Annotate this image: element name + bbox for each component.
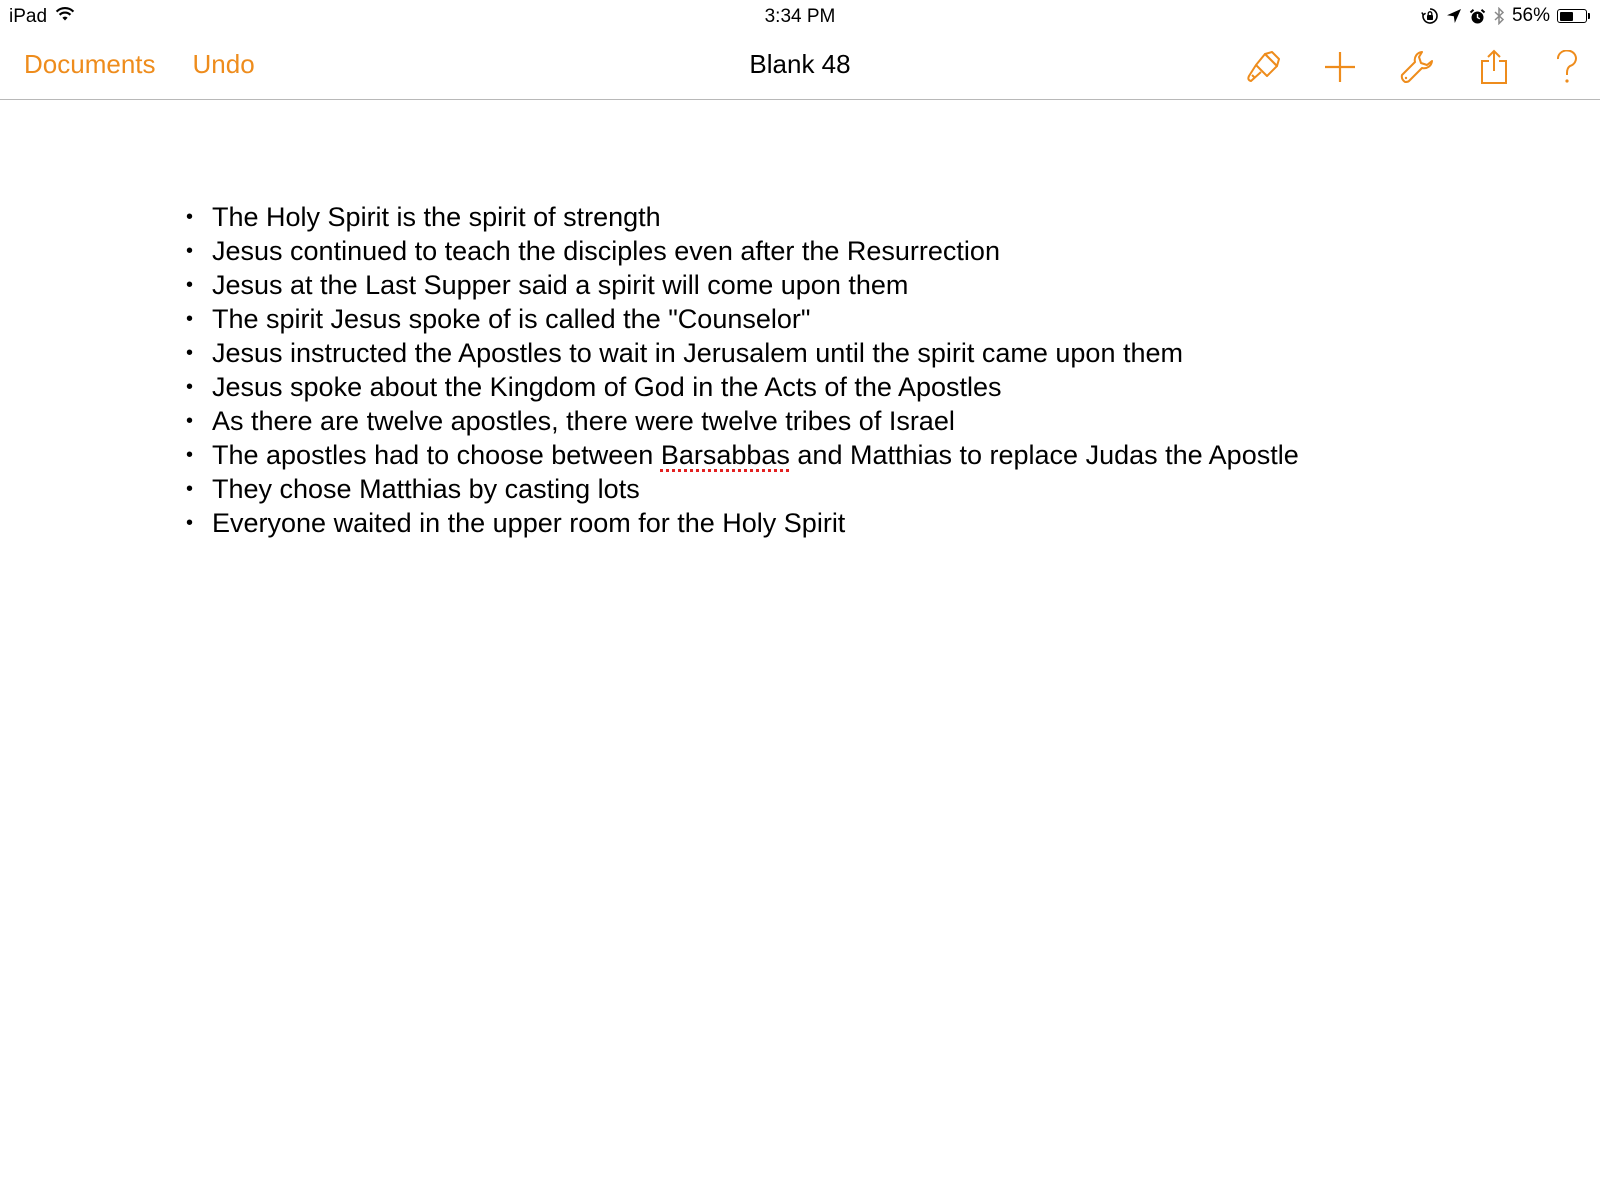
list-item-text: Everyone waited in the upper room for the Holy Spirit: [212, 508, 846, 538]
bullet-marker: •: [186, 512, 194, 534]
list-item-text: Jesus instructed the Apostles to wait in Jerusalem until the spirit came upon them: [212, 338, 1183, 368]
undo-button[interactable]: Undo: [192, 49, 255, 79]
list-item[interactable]: [182, 472, 1562, 506]
document-title: Blank 48: [749, 49, 851, 79]
list-item-text: The spirit Jesus spoke of is called the "Counselor": [212, 304, 811, 334]
list-item[interactable]: [182, 404, 1562, 438]
list-item[interactable]: [182, 370, 1562, 404]
document-body[interactable]: [182, 200, 1562, 540]
list-item-text-before: The apostles had to choose between: [212, 440, 661, 470]
misspelled-word[interactable]: Barsabbas: [660, 440, 790, 470]
list-item[interactable]: [182, 336, 1562, 370]
document-toolbar: [0, 34, 1600, 100]
list-item-text: The Holy Spirit is the spirit of strength: [212, 202, 661, 232]
list-item[interactable]: [182, 506, 1562, 540]
bullet-marker: •: [186, 376, 194, 398]
bullet-marker: •: [186, 206, 194, 228]
list-item[interactable]: [182, 268, 1562, 302]
status-bar: [0, 0, 1600, 34]
bullet-marker: •: [186, 478, 194, 500]
plus-icon[interactable]: [1301, 47, 1378, 87]
share-icon[interactable]: [1455, 47, 1532, 87]
list-item-text: Jesus spoke about the Kingdom of God in the Acts of the Apostles: [212, 372, 1002, 402]
bluetooth-icon: [1493, 7, 1505, 25]
list-item-text: As there are twelve apostles, there were twelve tribes of Israel: [212, 406, 955, 436]
bullet-marker: •: [186, 308, 194, 330]
toolbar-right: [1224, 47, 1578, 87]
documents-button[interactable]: Documents: [24, 49, 156, 79]
bullet-marker: •: [186, 410, 194, 432]
wrench-icon[interactable]: [1378, 47, 1455, 87]
bullet-marker: •: [186, 342, 194, 364]
device-name: iPad: [9, 6, 48, 27]
battery-percent: 56%: [1511, 5, 1550, 26]
status-time: 3:34 PM: [764, 6, 836, 27]
list-item-text: They chose Matthias by casting lots: [212, 474, 640, 504]
rotation-lock-icon: [1421, 7, 1439, 25]
paintbrush-icon[interactable]: [1224, 47, 1301, 87]
location-arrow-icon: [1446, 8, 1462, 24]
bullet-marker: •: [186, 240, 194, 262]
battery-body: [1557, 9, 1587, 23]
battery-fill: [1560, 12, 1573, 21]
list-item-text-after: and Matthias to replace Judas the Apostle: [789, 440, 1299, 470]
list-item[interactable]: [182, 302, 1562, 336]
list-item[interactable]: [182, 438, 1562, 472]
bullet-marker: •: [186, 274, 194, 296]
alarm-icon: [1469, 8, 1486, 25]
list-item-text: Jesus at the Last Supper said a spirit will come upon them: [212, 270, 909, 300]
bullet-marker: •: [186, 444, 194, 466]
list-item[interactable]: [182, 200, 1562, 234]
status-right: [1421, 5, 1590, 27]
list-item-text: Jesus continued to teach the disciples even after the Resurrection: [212, 236, 1000, 266]
list-item[interactable]: [182, 234, 1562, 268]
help-icon[interactable]: [1532, 47, 1578, 87]
battery-cap: [1588, 13, 1590, 19]
battery-icon: [1557, 9, 1590, 23]
bullet-list: [182, 200, 1562, 540]
